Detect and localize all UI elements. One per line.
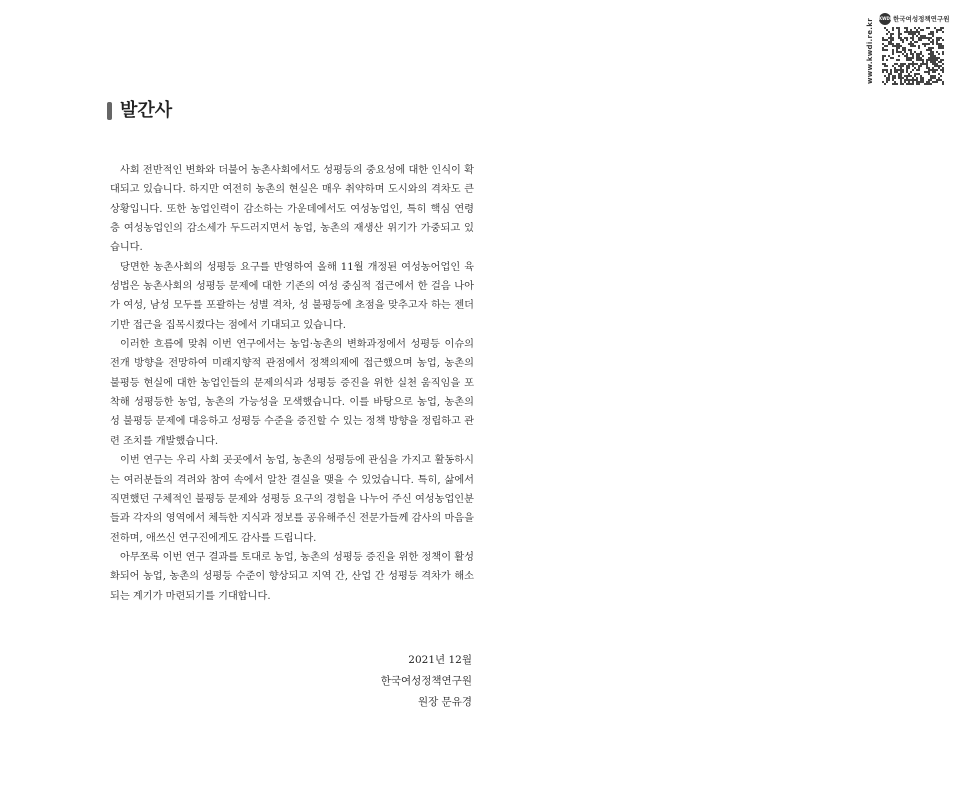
logo-org-name: 한국여성정책연구원 (893, 15, 950, 23)
title-accent-bar (107, 102, 112, 120)
page-title: 발간사 (120, 100, 173, 121)
paragraph: 이러한 흐름에 맞춰 이번 연구에서는 농업·농촌의 변화과정에서 성평등 이슈의 전개 방향을 전망하여 미래지향적 관점에서 정책의제에 접근했으며 농업, 농촌의 불평등 현실에 대한 농업인들의 문제의식과 성평등 증진을 위한 실천 움직임을 포착해 성평등한 농업, 농촌의 가능성을 모색했습니다. 이를 바탕으로 농업, 농촌의 성 불평등 문제에 대응하고 성평등 수준을 증진할 수 있는 정책 방향을 정립하고 관련 조치를 개발했습니다. (110, 339, 474, 447)
signoff-signer: 원장 문유경 (417, 696, 472, 708)
paragraph: 당면한 농촌사회의 성평등 요구를 반영하여 올해 11월 개정된 여성농어업인 육성법은 농촌사회의 성평등 문제에 대한 기존의 여성 중심적 접근에서 한 걸음 나아가 여성, 남성 모두를 포괄하는 성별 격차, 성 불평등에 초점을 맞추고자 하는 젠더 기반 접근을 집목시켰다는 점에서 기대되고 있습니다. (110, 261, 474, 331)
logo-url: www.kwdi.re.kr (866, 18, 874, 84)
paragraph: 이번 연구는 우리 사회 곳곳에서 농업, 농촌의 성평등에 관심을 가지고 활동하시는 여러분들의 격려와 참여 속에서 알찬 결실을 맺을 수 있었습니다. 특히, 삶에서 직면했던 구체적인 불평등 문제와 성평등 요구의 경험을 나누어 주신 여성농업인분들과 각자의 영역에서 체득한 지식과 정보를 공유해주신 전문가들께 감사의 마음을 전하며, 애쓰신 연구진에게도 감사를 드립니다. (110, 455, 474, 544)
paragraph: 아무쪼록 이번 연구 결과를 토대로 농업, 농촌의 성평등 증진을 위한 정책이 활성화되어 농업, 농촌의 성평등 수준이 향상되고 지역 간, 산업 간 성평등 격차가 해소되는 계기가 마련되기를 기대합니다. (110, 551, 474, 602)
signoff-organization: 한국여성정책연구원 (380, 675, 472, 687)
signoff-date: 2021년 12월 (408, 654, 472, 666)
header-logo (433, 6, 950, 84)
qr-code-icon (882, 27, 944, 85)
signoff (381, 650, 472, 713)
body-text (110, 161, 474, 606)
paragraph: 사회 전반적인 변화와 더불어 농촌사회에서도 성평등의 중요성에 대한 인식이 확대되고 있습니다. 하지만 여전히 농촌의 현실은 매우 취약하며 도시와의 격차도 큰 상황입니다. 또한 농업인력이 감소하는 가운데에서도 여성농업인, 특히 핵심 연령층 여성농업인의 감소세가 두드러지면서 농업, 농촌의 재생산 위기가 가중되고 있습니다. (110, 165, 474, 254)
kwdi-badge-icon: KWDI (879, 13, 891, 25)
